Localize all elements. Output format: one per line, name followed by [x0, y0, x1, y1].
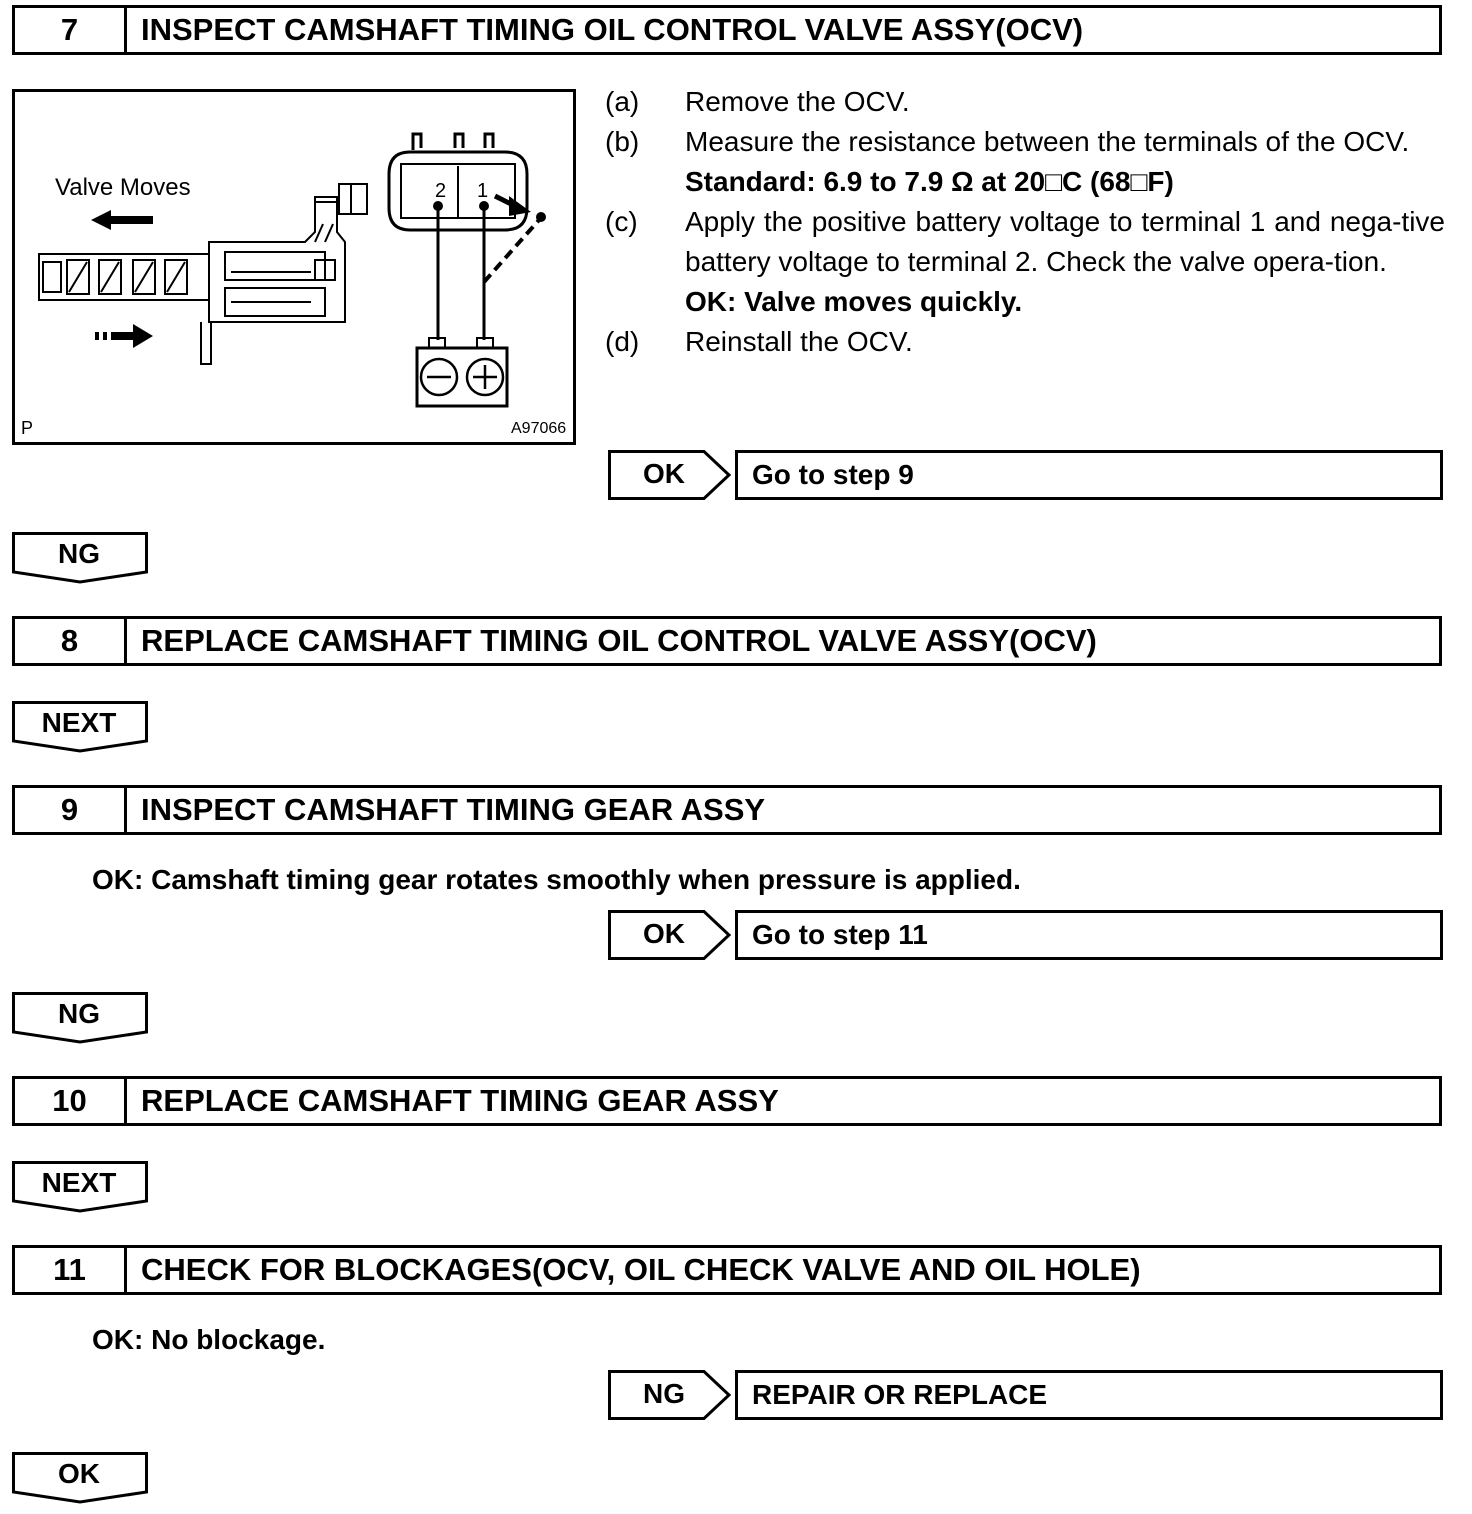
- ok-result-button[interactable]: OK: [608, 910, 732, 960]
- ocv-illustration: [15, 92, 573, 442]
- step-9-header: [12, 785, 1442, 835]
- step-title: CHECK FOR BLOCKAGES(OCV, OIL CHECK VALVE AND OIL HOLE): [141, 1252, 1141, 1287]
- ok-note: OK: No blockage.: [92, 1324, 326, 1355]
- step-title: INSPECT CAMSHAFT TIMING GEAR ASSY: [141, 792, 766, 827]
- instruction-d: (d) Reinstall the OCV.: [605, 326, 913, 357]
- next-flow-button[interactable]: NEXT: [12, 701, 150, 753]
- step-number: 9: [15, 788, 127, 832]
- ok-result-button[interactable]: OK: [608, 450, 732, 500]
- instruction-c: (c) Apply the positive battery voltage to terminal 1 and nega-tive battery voltage to terminal 2. Check the valve opera-tion.: [605, 206, 1445, 277]
- step-title: REPLACE CAMSHAFT TIMING OIL CONTROL VALVE ASSY(OCV): [141, 623, 1097, 658]
- step-7-instructions: [605, 82, 1445, 362]
- next-flow-button[interactable]: NEXT: [12, 1161, 150, 1213]
- ng-flow-button[interactable]: NG: [12, 532, 150, 584]
- step-number: 7: [15, 8, 127, 52]
- result-go-to-step-9[interactable]: Go to step 9: [735, 450, 1443, 500]
- step-8-header: [12, 616, 1442, 666]
- ok-note: OK: Camshaft timing gear rotates smoothly when pressure is applied.: [92, 864, 1021, 895]
- ng-flow-button[interactable]: NG: [12, 992, 150, 1044]
- ng-result-button[interactable]: NG: [608, 1370, 732, 1420]
- instruction-b: (b) Measure the resistance between the terminals of the OCV.: [605, 126, 1410, 157]
- terminal-2-label: 2: [435, 180, 447, 202]
- step-number: 8: [15, 619, 127, 663]
- figure-corner-label: P: [21, 418, 34, 438]
- instruction-a: (a) Remove the OCV.: [605, 86, 910, 117]
- step-11-header: [12, 1245, 1442, 1295]
- step-title: INSPECT CAMSHAFT TIMING OIL CONTROL VALVE ASSY(OCV): [141, 12, 1084, 47]
- resistance-standard: Standard: 6.9 to 7.9 Ω at 20□C (68□F): [685, 166, 1174, 197]
- step-7-header: [12, 5, 1442, 55]
- result-go-to-step-11[interactable]: Go to step 11: [735, 910, 1443, 960]
- terminal-1-label: 1: [477, 180, 489, 202]
- step-title: REPLACE CAMSHAFT TIMING GEAR ASSY: [141, 1083, 779, 1118]
- step-number: 10: [15, 1079, 127, 1123]
- valve-moves-label: Valve Moves: [55, 174, 191, 201]
- ok-note: OK: Valve moves quickly.: [685, 286, 1023, 317]
- step-number: 11: [15, 1248, 127, 1292]
- step-10-header: [12, 1076, 1442, 1126]
- ok-flow-button[interactable]: OK: [12, 1452, 150, 1504]
- ocv-diagram: [12, 89, 576, 445]
- result-repair-or-replace[interactable]: REPAIR OR REPLACE: [735, 1370, 1443, 1420]
- figure-code: A97066: [511, 420, 567, 437]
